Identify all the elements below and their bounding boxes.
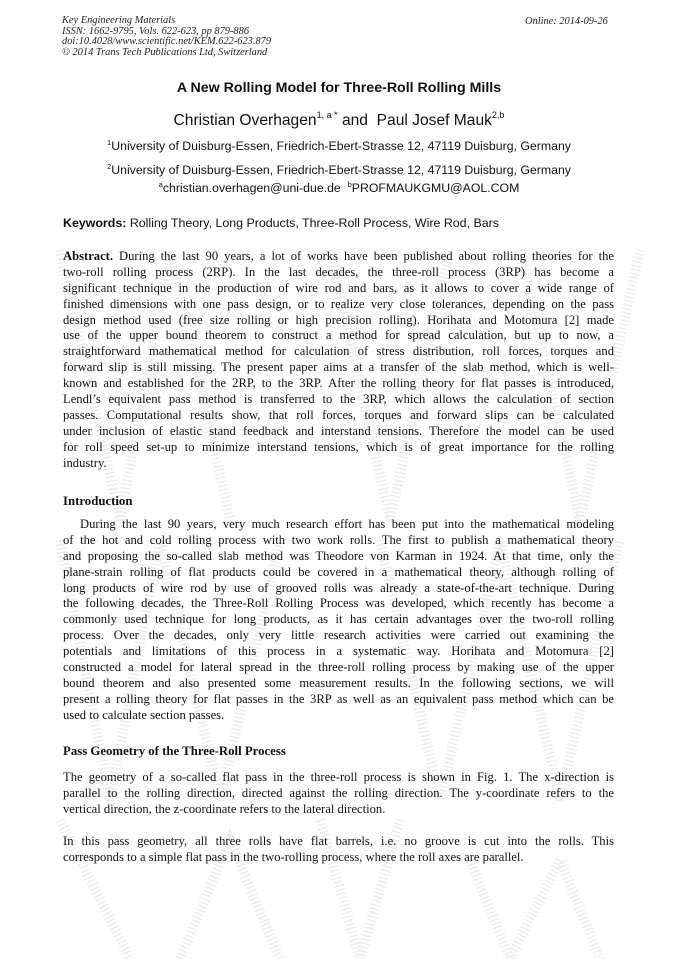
affiliation-superscript: 1 [107, 138, 112, 147]
doi-line[interactable]: doi:10.4028/www.scientific.net/KEM.622-623.879 [62, 36, 272, 48]
author-connector: and [341, 112, 368, 129]
affiliation [0, 163, 678, 177]
abstract-line: passes. Computational results show, that roll forces, torques and forward slips can be calculated [63, 407, 614, 422]
email-line [0, 181, 678, 195]
online-date: Online: 2014-09-26 [525, 16, 608, 27]
pass-geometry-line: vertical direction, the z-coordinate refers to the lateral direction. [63, 801, 386, 816]
pass-geometry-line: In this pass geometry, all three rolls have flat barrels, i.e. no groove is cut into the rolls. This [63, 834, 614, 848]
abstract-line: industry. [63, 455, 107, 470]
copyright-line: © 2014 Trans Tech Publications Ltd, Switzerland [62, 46, 268, 58]
introduction-line: used to calculate section passes. [63, 707, 225, 722]
author-line [0, 112, 678, 130]
introduction-line: present a rolling theory for flat passes in the 3RP as well as an equivalent pass method which can be [63, 691, 614, 706]
abstract-line: two-roll rolling process (2RP). In the last decades, the three-roll process (3RP) has become a [63, 264, 614, 279]
introduction-line: commonly used technique for long products, as it has certain advantages over the two-roll rolling [63, 612, 614, 627]
affiliation-text: University of Duisburg-Essen, Friedrich-Ebert-Strasse 12, 47119 Duisburg, Germany [111, 163, 571, 177]
pass-geometry-line: corresponds to a simple flat pass in the two-rolling process, where the roll axes are parallel. [63, 849, 524, 864]
abstract-line: under inclusion of elastic stand feedback and interstand tensions. Therefore the model can be used [63, 423, 614, 438]
paper-title: A New Rolling Model for Three-Roll Rolling Mills [176, 80, 502, 96]
introduction-line: process. Over the decades, only very little research activities were carried out examining the [63, 628, 614, 643]
author-name: Christian Overhagen [173, 112, 317, 129]
pass-geometry-paragraph-2 [63, 834, 614, 866]
section-heading-introduction: Introduction [63, 494, 133, 508]
keywords-text: Rolling Theory, Long Products, Three-Roll Process, Wire Rod, Bars [129, 216, 499, 230]
pass-geometry-line: The geometry of a so-called flat pass in the three-roll process is shown in Fig. 1. The x-direction is [63, 770, 614, 784]
pass-geometry-line: parallel to the rolling direction, directed against the rolling direction. The y-coordinate refers to the [63, 785, 614, 800]
abstract-line: significant technique in the production of wire rod and bars, as it allows to cover a wide range of [63, 280, 614, 295]
affiliation-text: University of Duisburg-Essen, Friedrich-Ebert-Strasse 12, 47119 Duisburg, Germany [111, 139, 571, 153]
author-superscript: 2,b [491, 110, 505, 120]
journal-header [62, 16, 271, 58]
introduction-line: long products of wire rod by use of grooved rolls was already a state-of-the-art technique. During [63, 580, 614, 595]
author-name: Paul Josef Mauk [376, 112, 492, 129]
abstract-line [63, 249, 614, 265]
abstract-label: Abstract. [63, 249, 114, 263]
pass-geometry-paragraph-1 [63, 770, 614, 818]
abstract-line: design method used (free size rolling or high precision rolling). Horihata and Motomura [2] made [63, 312, 614, 327]
abstract-line: known and established for the 2RP, to the 3RP. After the rolling theory for flat passes is introduced, [63, 376, 614, 391]
affiliation [0, 139, 678, 153]
journal-name: Key Engineering Materials [62, 15, 176, 26]
email-link[interactable]: PROFMAUKGMU@AOL.COM [351, 181, 520, 195]
abstract-line: use of the upper bound theorem to construct a method for spread calculation, but up to now, a [63, 328, 614, 343]
introduction-line: constructed a model for lateral spread in the three-roll rolling process by making use of the upper [63, 660, 614, 675]
abstract-line: Lendl’s equivalent pass method is transferred to the 3RP, which allows the calculation of section [63, 392, 614, 407]
affiliation-superscript: 2 [107, 162, 112, 171]
introduction-line: of the hot and cold rolling process with two work rolls. The first to publish a mathematical theory [63, 532, 614, 547]
introduction-line: and proposing the so-called slab method was Theodore von Karman in 1924. At that time, only the [63, 548, 614, 563]
abstract-text: During the last 90 years, a lot of works have been published about rolling theories for the [113, 249, 614, 263]
abstract-line: forward slip is still missing. The present paper aims at a transfer of the slab method, which is well- [63, 360, 614, 375]
author-superscript: 1, a * [316, 110, 338, 120]
abstract-line: for roll speed set-up to minimize interstand tensions, which is of great importance for the rolling [63, 439, 614, 454]
introduction-body [63, 517, 614, 724]
issn-line: ISSN: 1662-9795, Vols. 622-623, pp 879-886 [62, 25, 250, 37]
abstract [63, 249, 614, 471]
introduction-line: potentials and limitations of this process in a systematic way. Horihata and Motomura [2] [63, 644, 614, 659]
section-heading-pass-geometry: Pass Geometry of the Three-Roll Process [63, 744, 286, 758]
email-link[interactable]: christian.overhagen@uni-due.de [162, 181, 341, 195]
keywords-label: Keywords: [63, 216, 127, 230]
introduction-line: plane-strain rolling of flat products could be covered in a mathematical theory, although rolling of [63, 564, 614, 579]
introduction-line: During the last 90 years, very much research effort has been put into the mathematical modeling [80, 517, 614, 531]
abstract-line: finished dimensions with one pass design, or to realize very close tolerances, depending on the pass [63, 296, 614, 311]
email-superscript: b [347, 180, 352, 189]
introduction-line: bound theorem and also presented some measurement results. In the following sections, we will [63, 675, 614, 690]
abstract-line: straightforward mathematical method for calculation of stress distribution, roll forces, torques and [63, 344, 614, 359]
keywords [63, 216, 499, 230]
introduction-line: the following decades, the Three-Roll Rolling Process was developed, which recently has become a [63, 596, 614, 611]
email-superscript: a [158, 180, 163, 189]
